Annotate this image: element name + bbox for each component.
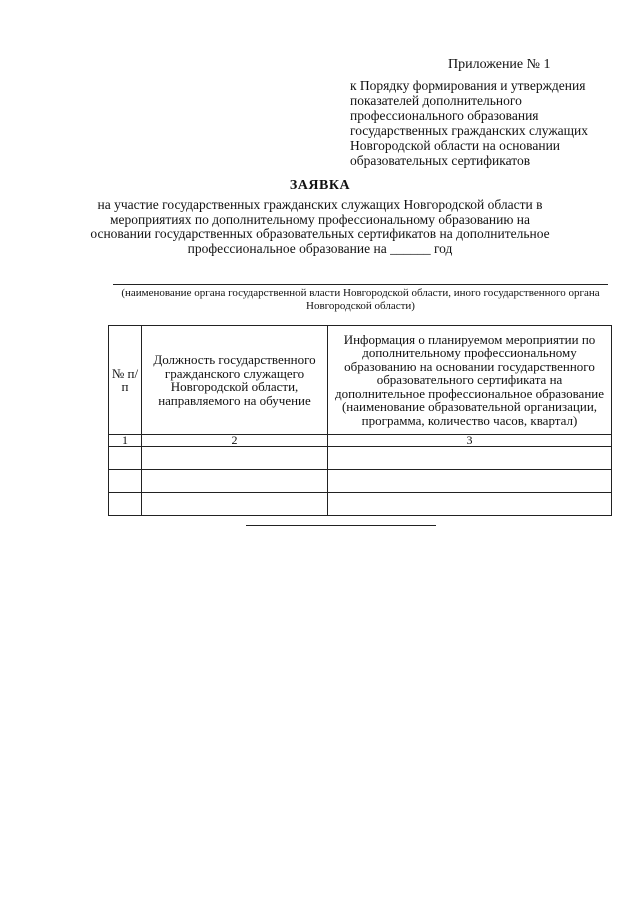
table-column-numbers-row [109,435,612,447]
table-cell [142,447,328,470]
org-name-caption: (наименование органа государственной власти Новгородской области, иного государственного органа Новгородской области) [121,287,600,312]
intro-text: на участие государственных гражданских служащих Новгородской области в мероприятиях по дополнительному профессиональному образованию на основании государственных образовательных сертификатов на дополнительное профессиональное образование на ______ год [90,197,550,256]
header-number: № п/п [109,326,142,435]
table-row [109,470,612,493]
document-heading: ЗАЯВКА [289,178,351,193]
column-number-1: 1 [109,435,142,447]
table-row [109,447,612,470]
table-cell [109,447,142,470]
request-table [108,325,612,516]
table-row [109,493,612,516]
table-cell [109,470,142,493]
table-cell [328,470,612,493]
table-cell [328,493,612,516]
table-cell [142,493,328,516]
column-number-2: 2 [142,435,328,447]
table-header-row [109,326,612,435]
header-position: Должность государственного гражданского служащего Новгородской области, направляемого на обучение [142,326,328,435]
org-name-line [113,284,608,285]
closing-line [246,525,436,526]
table-cell [328,447,612,470]
column-number-3: 3 [328,435,612,447]
appendix-subtitle: к Порядку формирования и утверждения показателей дополнительного профессионального образования государственных гражданских служащих Новгородской области на основании образовательных сертификатов [350,78,589,168]
appendix-title: Приложение № 1 [448,57,551,72]
table-cell [109,493,142,516]
table-cell [142,470,328,493]
header-event-info: Информация о планируемом мероприятии по дополнительному профессиональному образованию на основании государственного образовательного сертификата на дополнительное профессиональное образование (наименование образовательной организации, программа, количество часов, квартал) [328,326,612,435]
